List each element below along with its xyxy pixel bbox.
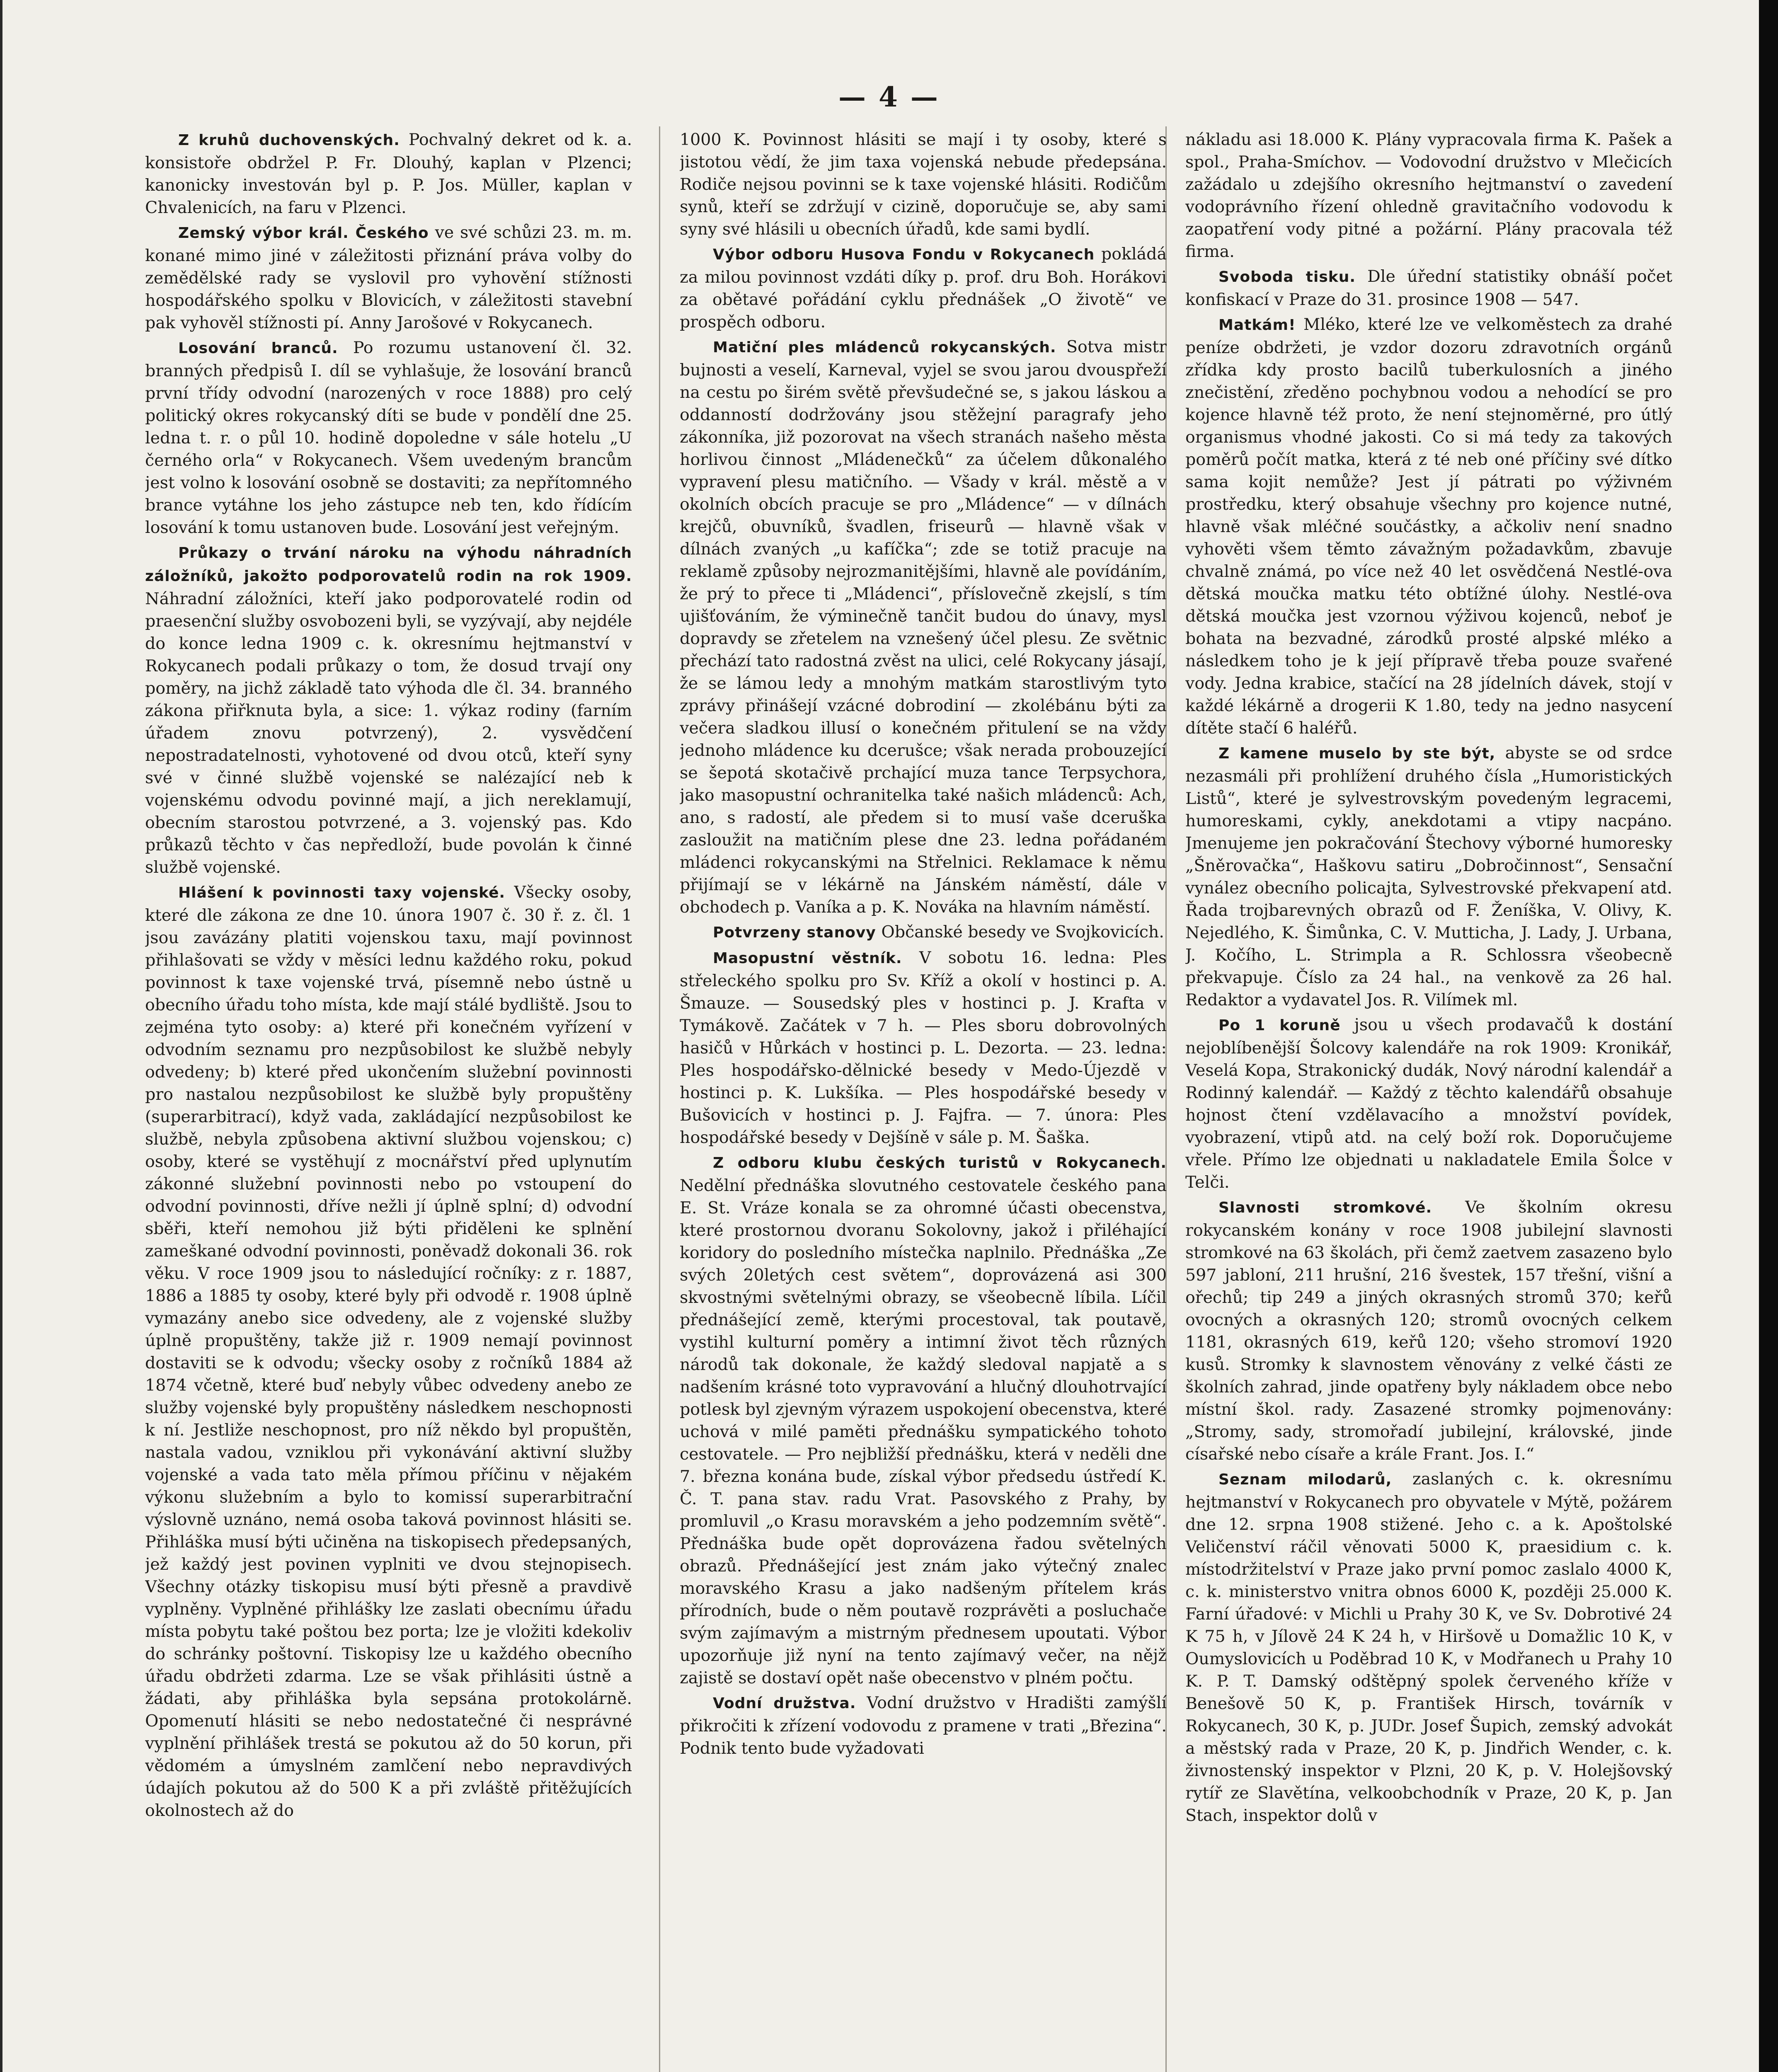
article-heading: Z kruhů duchovenských.	[178, 132, 400, 149]
article-heading: Matiční ples mládenců rokycanských.	[713, 339, 1056, 356]
article-paragraph	[145, 336, 632, 539]
article-text: Po rozumu ustanovení čl. 32. branných předpisů I. díl se vyhlašuje, že losování branců první třídy odvodní (narozených v roce 1888) pro celý politický okres rokycanský díti se bude v pondělí dne 25. ledna t. r. o půl 10. hodině dopoledne v sále hotelu „U černého orla“ v Rokycanech. Všem uvedeným brancům jest volno k losování osobně se dostaviti; za nepřítomného brance vytáhne los jeho zástupce neb ten, kdo řídícím losování k tomu ustanoven bude. Losování jest veřejným.	[145, 338, 632, 537]
article-text: jsou u všech prodavačů k dostání nejoblíbenější Šolcovy kalendáře na rok 1909: Kronikář, Veselá Kopa, Strakonický dudák, Nový národní kalendář a Rodinný kalendář. — Každý z těchto kalendářů obsahuje hojnost čtení vzdělavacího a množství povídek, vyobrazení, vtipů atd. na celý boží rok. Doporučujeme vřele. Přímo lze objednati u nakladatele Emila Šolce v Telči.	[1185, 1015, 1672, 1192]
article-text: Vodní družstvo v Hradišti zamýšlí přikročiti k zřízení vodovodu z pramene v trati „Březina“. Podnik tento bude vyžadovati	[680, 1693, 1167, 1758]
article-paragraph	[145, 881, 632, 1822]
column-right	[1185, 128, 1672, 2072]
article-text: zaslaných c. k. okresnímu hejtmanství v Rokycanech pro obyvatele v Mýtě, požárem dne 12. srpna 1908 stižené. Jeho c. a k. Apoštolské Veličenství ráčil věnovati 5000 K, praesidium c. k. místodržitelství v Praze jako první pomoc zaslalo 4000 K, c. k. ministerstvo vnitra obnos 6000 K, později 25.000 K. Farní úřadové: v Michli u Prahy 30 K, ve Sv. Dobrotivé 24 K 75 h, v Jílově 24 K 24 h, v Hiršově u Domažlic 10 K, v Oumyslovicích u Poděbrad 10 K, v Modřanech u Prahy 10 K. P. T. Damský odštěpný spolek červeného kříže v Benešově 50 K, p. František Hirsch, továrník v Rokycanech, 30 K, p. JUDr. Josef Šupich, zemský advokát a městský rada v Praze, 20 K, p. Jindřich Wender, c. k. živnostenský inspektor v Plzni, 20 K, p. V. Holejšovský rytíř ze Slavětína, velkoobchodník v Praze, 20 K, p. Jan Stach, inspektor dolů v	[1185, 1469, 1672, 1825]
scan-edge-right	[1759, 0, 1778, 2072]
article-paragraph	[1185, 742, 1672, 1011]
article-heading: Slavnosti stromkové.	[1218, 1199, 1432, 1216]
article-paragraph	[1185, 313, 1672, 739]
article-text: nákladu asi 18.000 K. Plány vypracovala firma K. Pašek a spol., Praha-Smíchov. — Vodovodní družstvo v Mlečicích zažádalo u zdejšího okresního hejtmanství o zavedení vodoprávního řízení ohledně gravitačního vodovodu k zaopatření vody pitné a požární. Plány pracovala též firma.	[1185, 130, 1672, 261]
article-paragraph	[680, 243, 1167, 333]
article-heading: Vodní družstva.	[713, 1695, 856, 1712]
article-text: Pochvalný dekret od k. a. konsistoře obdržel P. Fr. Dlouhý, kaplan v Plzenci; kanonicky investován byl p. P. Jos. Müller, kaplan v Chvalenicích, na faru v Plzenci.	[145, 130, 632, 217]
article-text: Všecky osoby, které dle zákona ze dne 10. února 1907 č. 30 ř. z. čl. 1 jsou zavázány platiti vojenskou taxu, mají povinnost přihlašovati se vždy v měsíci lednu každého roku, pokud povinnost k taxe vojenské trvá, písemně nebo ústně u obecního úřadu toho místa, kde mají stálé bydliště. Jsou to zejména tyto osoby: a) které při konečném vyřízení v odvodním seznamu pro nezpůsobilost ke službě nebyly odvedeny; b) které před ukončením služební povinnosti pro nastalou nezpůsobilost ke službě byly propuštěny (superarbitrací), když vada, zakládající nezpůsobilost ke službě, nebyla způsobena aktivní službou vojenskou; c) osoby, které se vystěhují z mocnářství před uplynutím zákonné služební povinnosti nebo po vstoupení do odvodní povinnosti, dříve nežli jí úplně splní; d) odvodní sběři, kteří nemohou již býti přiděleni ke splnění zameškané odvodní povinnosti, poněvadž dokonali 36. rok věku. V roce 1909 jsou to následující ročníky: z r. 1887, 1886 a 1885 ty osoby, které byly při odvodě r. 1908 úplně vymazány anebo sice odvedeny, ale z vojenské služby úplně propuštěny, takže již r. 1909 nemají povinnost dostaviti se k odvodu; všecky osoby z ročníků 1884 až 1874 včetně, které buď nebyly vůbec odvedeny anebo ze služby vojenské byly propuštěny následkem neschopnosti k ní. Jestliže neschopnost, pro níž někdo byl propuštěn, nastala vadou, vzniklou při vykonávání aktivní služby vojenské a vada tato měla přímou příčinu v nějakém výkonu služebním a bylo to komissí superarbitrační výslovně uznáno, nemá osoba taková povinnost hlásiti se. Přihláška musí býti učiněna na tiskopisech předepsaných, jež každý jest povinen vyplniti ve dvou stejnopisech. Všechny otázky tiskopisu musí býti přesně a pravdivě vyplněny. Vyplněné přihlášky lze zaslati obecnímu úřadu místa pobytu také poštou bez porta; lze je vložiti kdekoliv do schránky poštovní. Tiskopisy lze u každého obecního úřadu obdržeti zdarma. Lze se však přihlásiti ústně a žádati, aby přihláška byla sepsána protokolárně. Opomenutí hlásiti se nebo nedostatečné či nesprávné vyplnění přihlášek trestá se pokutou až do 50 korun, při vědomém a úmyslném zamlčení nebo nepravdivých údajích pokutou až do 500 K a při zvláště přitěžujících okolnostech až do	[145, 883, 632, 1820]
article-text: Nedělní přednáška slovutného cestovatele českého pana E. St. Vráze konala se za ohromné účasti obecenstva, které prostornou dvoranu Sokolovny, jakož i přiléhající koridory do posledního místečka naplnilo. Přednáška „Ze svých 20letých cest světem“, doprovázená asi 300 skvostnými světelnými obrazy, se všeobecně líbila. Líčil přednášející země, kterými procestoval, tak poutavě, vystihl kulturní poměry a intimní život těch různých národů tak dokonale, že každý sledoval napjatě a s nadšením krásné toto vypravování a hlučný dlouhotrvající potlesk byl zjevným výrazem uspokojení obecenstva, které uchová v milé paměti přednášku sympatického tohoto cestovatele. — Pro nejbližší přednášku, která v neděli dne 7. března konána bude, získal výbor předsedu ústředí K. Č. T. pana stav. radu Vrat. Pasovského z Prahy, by promluvil „o Krasu moravském a jeho podzemním světě“. Přednáška bude opět doprovázena řadou světelných obrazů. Přednášející jest znám jako výtečný znalec moravského Krasu a jako nadšeným přítelem krás přírodních, bude o něm poutavě rozprávěti a posluchače svým zajímavým a mistrným přednesem upoutati. Výbor upozorňuje již nyní na tento zajímavý večer, na nějž zajistě se dostaví opět naše obecenstvo v plném počtu.	[680, 1176, 1167, 1687]
article-text: 1000 K. Povinnost hlásiti se mají i ty osoby, které s jistotou vědí, že jim taxa vojenská nebude předepsána. Rodiče nejsou povinni se k taxe vojenské hlásiti. Rodičům synů, kteří se zdržují v cizině, doporučuje se, aby sami syny své hlásili u obecních úřadů, kde sami bydlí.	[680, 130, 1167, 239]
article-text: ve své schůzi 23. m. m. konané mimo jiné v záležitosti přiznání práva volby do zemědělské rady se vyslovil pro vyhovění stížnosti hospodářského spolku v Blovicích, v záležitosti stavební pak vyhověl stížnosti pí. Anny Jarošové v Rokycanech.	[145, 223, 632, 332]
article-heading: Po 1 koruně	[1218, 1017, 1341, 1034]
article-text: Ve školním okresu rokycanském konány v roce 1908 jubilejní slavnosti stromkové na 63 školách, při čemž zaetvem zasazeno bylo 597 jabloní, 211 hrušní, 216 švestek, 157 třešní, višní a ořechů; tip 249 a jiných okrasných stromů 370; keřů ovocných a okrasných 120; stromů ovocných celkem 1181, okrasných 619, keřů 120; všeho stromoví 1920 kusů. Stromky k slavnostem věnovány z velké části ze školních zahrad, jinde opatřeny byly nákladem obce nebo místní škol. rady. Zasazené stromky pojmenovány: „Stromy, sady, stromořadí jubilejní, královské, jinde císařské nebo císaře a krále Frant. Jos. I.“	[1185, 1198, 1672, 1464]
article-paragraph	[680, 1692, 1167, 1760]
article-text: Mléko, které lze ve velkoměstech za drahé peníze obdržeti, je vzdor dozoru zdravotních orgánů zřídka kdy prosto bacilů tuberkulosních a jiného znečistění, zředěno pochybnou vodou a nehodící se pro kojence hlavně též proto, že není stejnoměrné, pro útlý organismus vhodné jakosti. Co si má tedy za takových poměrů počít matka, která z té neb oné příčiny své dítko sama kojit nemůže? Jest jí pátrati po výživném prostředku, který obsahuje všechny pro kojence nutné, hlavně však mléčné součástky, a ačkoliv není snadno vyhověti všem těmto závažným požadavkům, zbavuje chvalně známá, po více než 40 let osvědčená Nestlé-ova dětská moučka matku této obtížné úlohy. Nestlé-ova dětská moučka jest vzornou výživou kojenců, neboť je bohata na bezvadné, zárodků prosté alpské mléko a následkem toho je k její přípravě třeba pouze svařené vody. Jedna krabice, stačící na 28 jídelních dávek, stojí v každé lékárně a drogerii K 1.80, tedy na jedno nasycení dítěte stačí 6 haléřů.	[1185, 315, 1672, 738]
article-paragraph	[680, 128, 1167, 240]
article-text: Sotva mistr bujnosti a veselí, Karneval, vyjel se svou jarou dvouspřeží na cestu po širém světě převšudečné se, s jakou láskou a oddanností dodržovány jsou stěžejní paragrafy jeho zákonníka, již pozorovat na všech stranách našeho města horlivou činnost „Mládenečků“ za účelem důkonalého vypravení plesu matičního. — Všady v král. městě a v okolních obcích pracuje se pro „Mládence“ — v dílnách krejčů, obuvníků, švadlen, friseurů — hlavně však v dílnách zvaných „u kafíčka“; zde se totiž pracuje na reklamě způsoby nejrozmanitějšími, hlavně ale povídáním, že prý to přece ti „Mládenci“, příslovečně zkejslí, s tím ujišťováním, že výminečně tančit budou do únavy, mysl dopravdy se zřetelem na vznešený účel plesu. Ze světnic přechází tato radostná zvěst na ulici, celé Rokycany jásají, že se lámou ledy a mnohým matkám starostlivým tyto zprávy přinášejí vzácné dobrodiní — zkolébánu býti za večera sladkou illusí o konečném přitulení se na vždy jednoho mládence ku dcerušce; však nerada probouzející se šepotá skotačivě prchající muza tance Terpsychora, jako masopustní ochranitelka také našich mládenců: Ach, ano, s radostí, ale předem si to musí vaše dceruška zasloužit na matičním plese dne 23. ledna pořádaném mládenci rokycanskými na Střelnici. Reklamace k němu přijímají se v lékárně na Jánském náměstí, dále v obchodech p. Vaníka a p. K. Nováka na hlavním náměstí.	[680, 337, 1167, 917]
article-paragraph	[145, 541, 632, 879]
article-paragraph	[1185, 128, 1672, 263]
article-heading: Zemský výbor král. Českého	[178, 225, 429, 242]
article-paragraph	[1185, 1196, 1672, 1465]
article-heading: Masopustní věstník.	[713, 950, 902, 967]
article-heading: Výbor odboru Husova Fondu v Rokycanech	[713, 246, 1095, 263]
article-heading: Svoboda tisku.	[1218, 269, 1356, 286]
article-text: abyste se od srdce nezasmáli při prohlížení druhého čísla „Humoristických Listů“, které je sylvestrovským povedeným legracemi, humoreskami, cykly, anekdotami a vtipy nacpáno. Jmenujeme jen pokračování Štechovy výborné humoresky „Šněrovačka“, Haškovu satiru „Dobročinnost“, Sensační vynález obecního policajta, Sylvestrovské překvapení atd. Řada trojbarevných obrazů od F. Ženíška, V. Olivy, K. Nejedlého, K. Šimůnka, C. V. Mutticha, J. Lady, J. Urbana, J. Kočího, L. Strimpla a R. Schlossra všeobecně překvapuje. Číslo za 24 hal., na venkově za 26 hal. Redaktor a vydavatel Jos. R. Vilímek ml.	[1185, 743, 1672, 1009]
article-text: Náhradní záložníci, kteří jako podporovatelé rodin od praesenční služby osvobozeni byli, se vyzývají, aby nejdéle do konce ledna 1909 c. k. okresnímu hejtmanství v Rokycanech podali průkazy o tom, že dosud trvají ony poměry, na jichž základě tato výhoda dle čl. 34. branného zákona přiřknuta byla, a sice: 1. výkaz rodiny (farním úřadem znovu potvrzený), 2. vysvědčení nepostradatelnosti, vyhotovené od dvou otců, kteří syny své v činné službě vojenské se nalézající neb k vojenskému odvodu povinné mají, a jich nereklamují, obecním starostou potvrzené, a 3. vojenský pas. Kdo průkazů těchto v čas nepředloží, bude povolán k činné službě vojenské.	[145, 589, 632, 877]
scan-edge-left	[0, 0, 2, 2072]
article-paragraph	[680, 946, 1167, 1149]
article-paragraph	[680, 336, 1167, 918]
article-text: Dle úřední statistiky obnáší počet konfiskací v Praze do 31. prosince 1908 — 547.	[1185, 267, 1672, 309]
article-heading: Hlášení k povinnosti taxy vojenské.	[178, 884, 506, 901]
article-paragraph	[145, 128, 632, 219]
article-paragraph	[145, 221, 632, 334]
article-paragraph	[680, 921, 1167, 944]
article-paragraph	[1185, 265, 1672, 311]
column-middle	[680, 128, 1167, 2072]
article-heading: Potvrzeny stanovy	[713, 924, 876, 941]
article-paragraph	[1185, 1014, 1672, 1193]
column-left	[145, 128, 632, 2072]
article-heading: Průkazy o trvání nároku na výhodu náhradních záložníků, jakožto podporovatelů rodin na rok 1909.	[145, 545, 632, 585]
article-heading: Matkám!	[1218, 317, 1296, 334]
article-heading: Losování branců.	[178, 340, 338, 357]
article-text: V sobotu 16. ledna: Ples střeleckého spolku pro Sv. Kříž a okolí v hostinci p. A. Šmauze. — Sousedský ples v hostinci p. J. Krafta v Tymákově. Začátek v 7 h. — Ples sboru dobrovolných hasičů v Hůrkách v hostinci p. L. Dezorta. — 23. ledna: Ples hospodářsko-dělnické besedy v Medo-Újezdě v hostinci p. K. Lukšíka. — Ples hospodářské besedy v Bušovicích v hostinci p. J. Fajfra. — 7. února: Ples hospodářské besedy v Dejšíně v sále p. M. Šaška.	[680, 948, 1167, 1147]
article-paragraph	[1185, 1468, 1672, 1827]
article-heading: Z kamene muselo by ste být,	[1218, 745, 1496, 762]
article-text: pokládá za milou povinnost vzdáti díky p. prof. dru Boh. Horákovi za obětavé pořádání cyklu přednášek „O životě“ ve prospěch odboru.	[680, 244, 1167, 332]
page-number: — 4 —	[838, 81, 940, 113]
article-heading: Seznam milodarů,	[1218, 1471, 1392, 1488]
article-heading: Z odboru klubu českých turistů v Rokycanech.	[713, 1155, 1167, 1172]
article-text: Občanské besedy ve Svojkovicích.	[881, 922, 1164, 942]
column-rule	[659, 126, 660, 2072]
article-paragraph	[680, 1151, 1167, 1689]
